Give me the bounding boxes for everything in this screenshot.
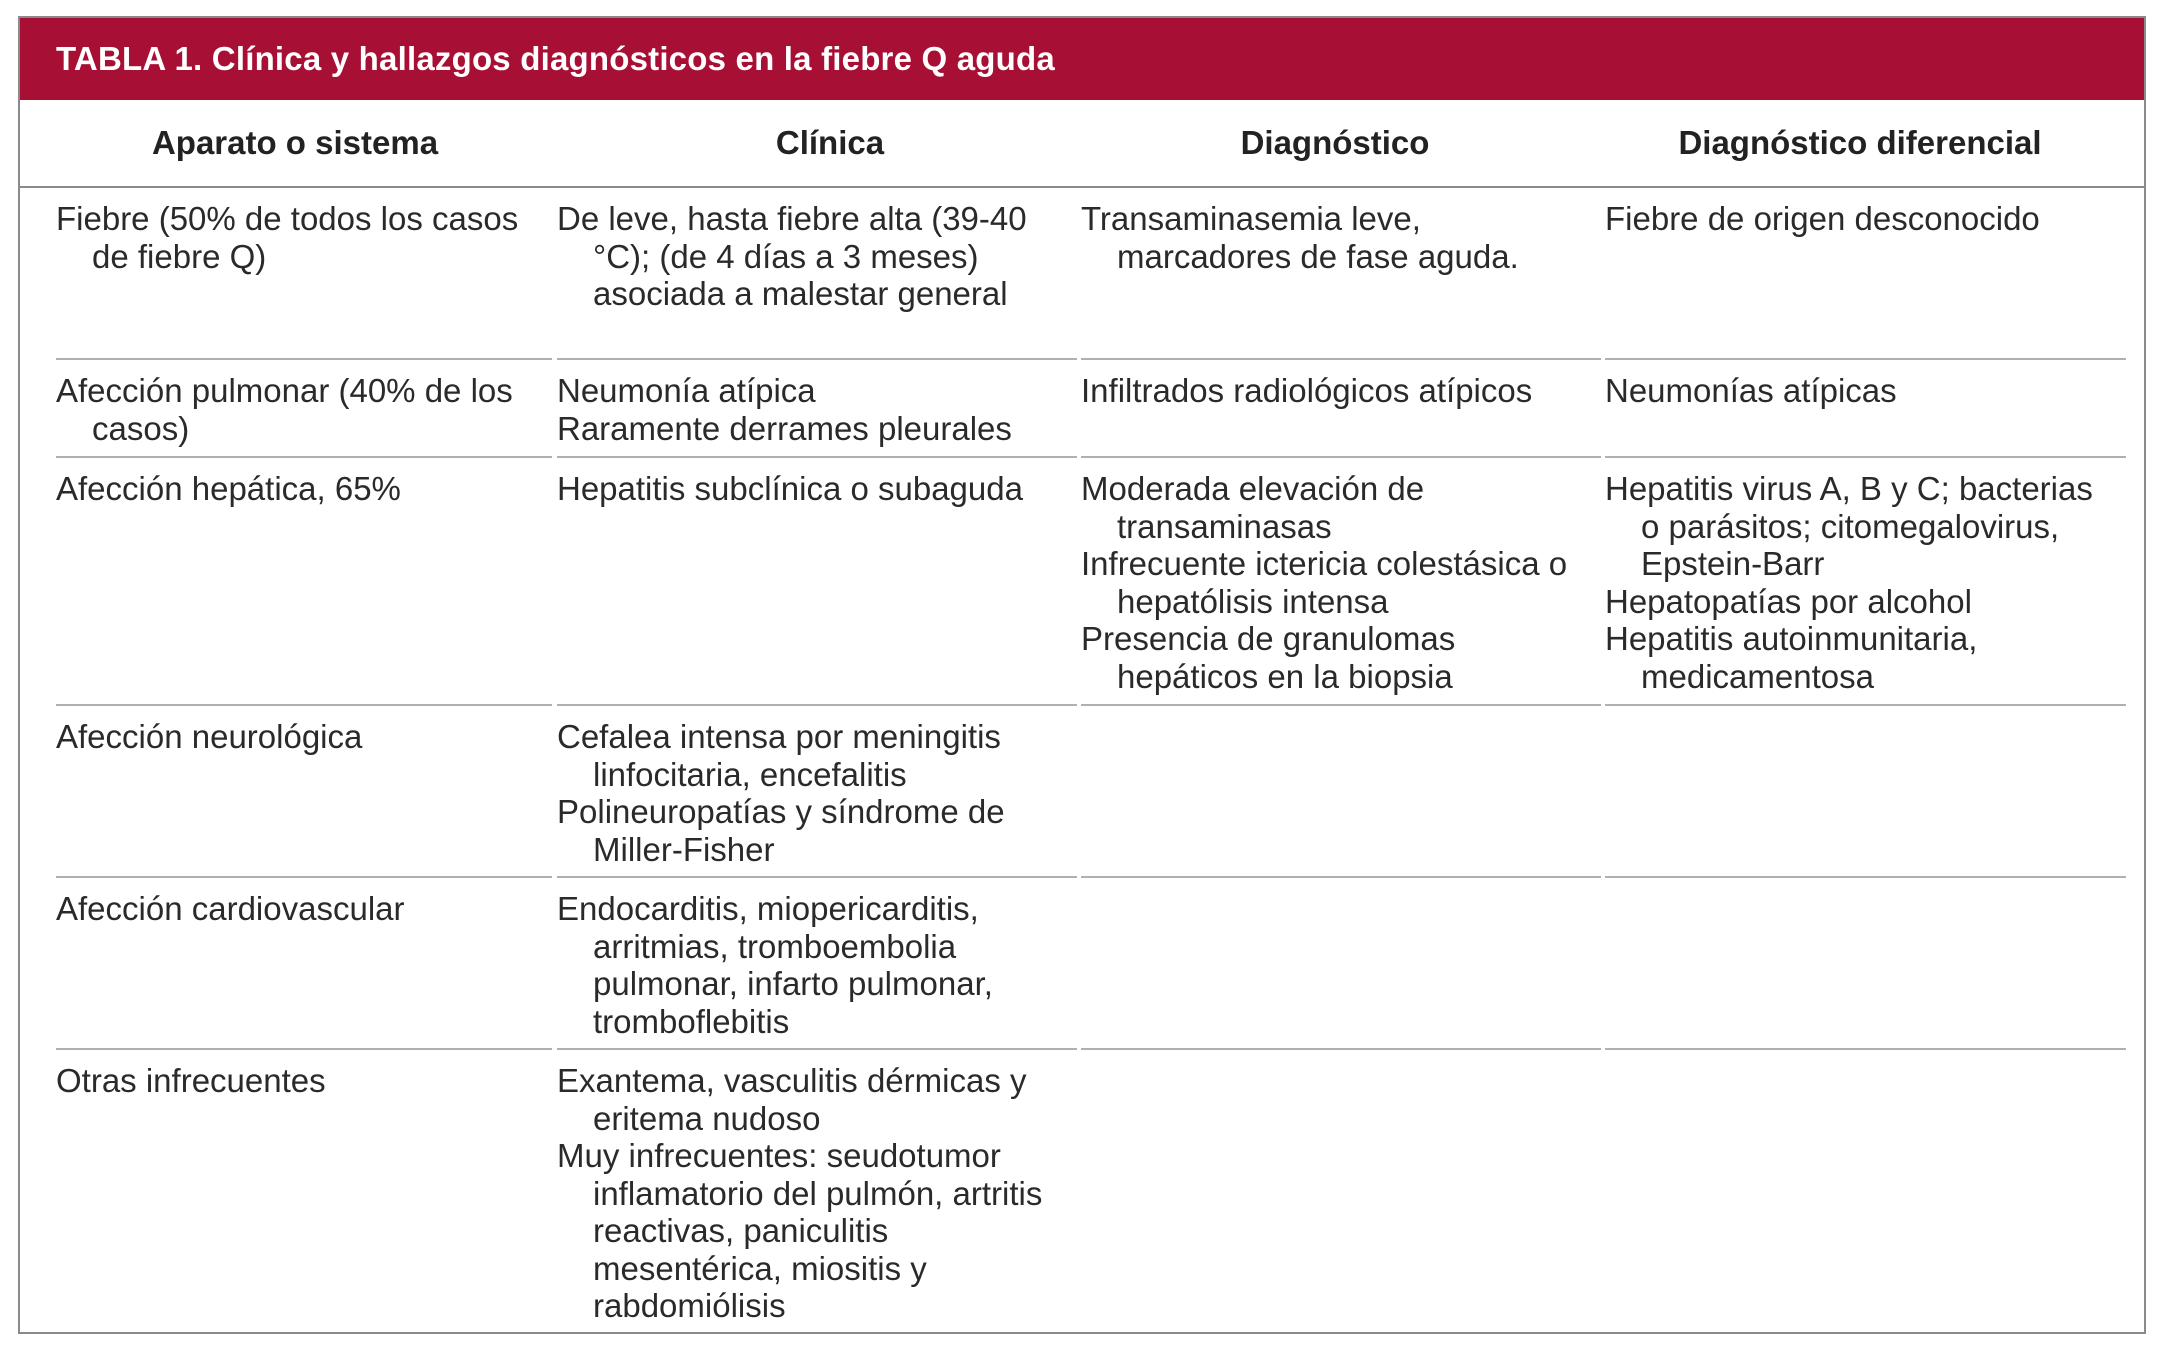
cell-diagnostico [1081, 878, 1601, 1050]
cell-text: Afección hepática, 65% [56, 470, 401, 507]
cell-text: Presencia de granulomas hepáticos en la biopsia [1081, 620, 1456, 695]
cell-text: Neumonías atípicas [1605, 372, 1897, 409]
cell-diferencial [1605, 360, 2126, 458]
header-clinica: Clínica [775, 124, 885, 161]
cell-diagnostico [1081, 360, 1601, 458]
cell-text: Neumonía atípica [557, 372, 816, 409]
cell-diferencial [1605, 706, 2126, 878]
cell-text: Cefalea intensa por meningitis linfocitaria, encefalitis [557, 718, 1001, 793]
cell-text: Otras infrecuentes [56, 1062, 326, 1099]
cell-system [56, 360, 552, 458]
table-header-row [20, 100, 2144, 188]
cell-text: Infrecuente ictericia colestásica o hepatólisis intensa [1081, 545, 1568, 620]
cell-system [56, 1050, 552, 1334]
header-aparato-sistema: Aparato o sistema [151, 124, 439, 161]
cell-text: Endocarditis, miopericarditis, arritmias, tromboembolia pulmonar, infarto pulmonar, tromboflebitis [557, 890, 993, 1040]
cell-text: Transaminasemia leve, marcadores de fase aguda. [1081, 200, 1519, 275]
cell-text: Afección neurológica [56, 718, 363, 755]
cell-text: Polineuropatías y síndrome de Miller-Fisher [557, 793, 1005, 868]
cell-text: Muy infrecuentes: seudotumor inflamatorio del pulmón, artritis reactivas, paniculitis mesentérica, miositis y rabdomiólisis [557, 1137, 1043, 1324]
header-diagnostico: Diagnóstico [1240, 124, 1430, 161]
table-row [20, 878, 2144, 1050]
cell-text: Hepatopatías por alcohol [1605, 582, 1972, 620]
header-diagnostico-diferencial: Diagnóstico diferencial [1678, 124, 2042, 161]
table-row [20, 706, 2144, 878]
cell-diferencial [1605, 458, 2126, 706]
cell-diferencial [1605, 188, 2126, 360]
cell-clinica [557, 458, 1077, 706]
cell-text: Afección cardiovascular [56, 890, 405, 927]
table-row [20, 1050, 2144, 1334]
cell-text: Infiltrados radiológicos atípicos [1081, 372, 1533, 409]
cell-diagnostico [1081, 458, 1601, 706]
cell-text: Raramente derrames pleurales [557, 409, 1012, 447]
cell-clinica [557, 878, 1077, 1050]
cell-diferencial [1605, 1050, 2126, 1334]
table-row [20, 458, 2144, 706]
cell-text: Hepatitis autoinmunitaria, medicamentosa [1605, 620, 1978, 695]
cell-clinica [557, 1050, 1077, 1334]
cell-clinica [557, 360, 1077, 458]
cell-diagnostico [1081, 706, 1601, 878]
table-row [20, 360, 2144, 458]
cell-system [56, 458, 552, 706]
cell-text: Hepatitis subclínica o subaguda [557, 470, 1023, 507]
cell-text: De leve, hasta fiebre alta (39-40 °C); (de 4 días a 3 meses) asociada a malestar general [557, 200, 1027, 312]
cell-system [56, 188, 552, 360]
cell-clinica [557, 706, 1077, 878]
cell-text: Afección pulmonar (40% de los casos) [56, 372, 513, 447]
clinical-table [18, 16, 2146, 1334]
table-row [20, 188, 2144, 360]
cell-text: Fiebre de origen desconocido [1605, 200, 2040, 237]
cell-text: Moderada elevación de transaminasas [1081, 470, 1425, 545]
cell-diagnostico [1081, 188, 1601, 360]
cell-clinica [557, 188, 1077, 360]
cell-diferencial [1605, 878, 2126, 1050]
cell-text: Fiebre (50% de todos los casos de fiebre Q) [56, 200, 519, 275]
cell-text: Hepatitis virus A, B y C; bacterias o parásitos; citomegalovirus, Epstein-Barr [1605, 470, 2093, 582]
cell-diagnostico [1081, 1050, 1601, 1334]
cell-system [56, 706, 552, 878]
table-title: TABLA 1. Clínica y hallazgos diagnósticos en la fiebre Q aguda [20, 18, 2144, 100]
cell-text: Exantema, vasculitis dérmicas y eritema nudoso [557, 1062, 1027, 1137]
cell-system [56, 878, 552, 1050]
